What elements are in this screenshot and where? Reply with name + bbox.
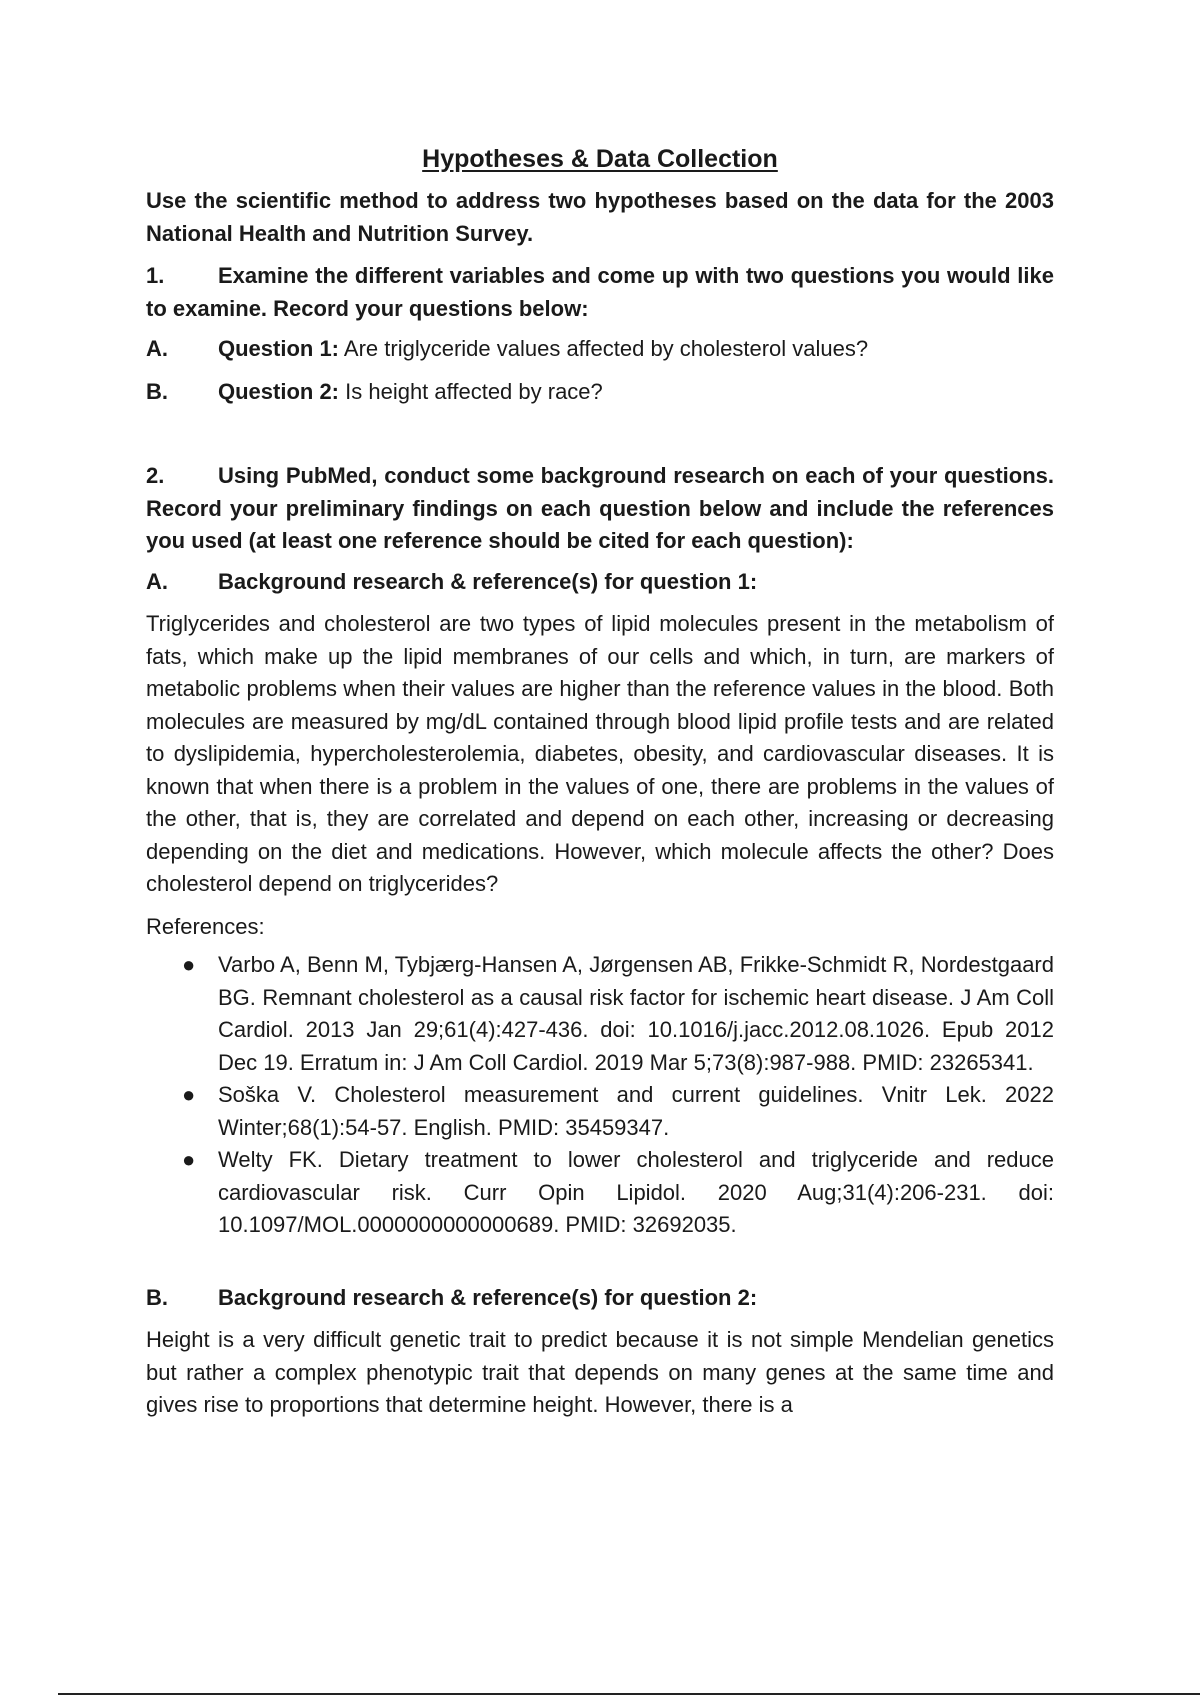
spacer — [146, 418, 1054, 460]
references-label: References: — [146, 913, 265, 939]
step-1-instruction: Examine the different variables and come up with two questions you would like to examine. Record your questions below: — [146, 263, 1054, 321]
question-2-text: Is height affected by race? — [339, 378, 603, 404]
bullet-icon: ● — [182, 1082, 196, 1107]
section-a-body: Triglycerides and cholesterol are two types of lipid molecules present in the metabolism of fats, which make up the lipid membranes of our cells and which, in turn, are markers of metabolic problems when their values are higher than the reference values in the blood. Both molecules are measured by mg/dL contained through blood lipid profile tests and are related to dyslipidemia, hypercholesterolemia, diabetes, obesity, and cardiovascular diseases. It is known that when there is a problem in the values of one, there are problems in the values of the other, that is, they are correlated and depend on each other, increasing or decreasing depending on the diet and medications. However, which molecule affects the other? Does cholesterol depend on triglycerides? — [146, 611, 1054, 896]
bullet-icon: ● — [182, 1147, 196, 1172]
section-b-heading-row — [146, 1282, 1054, 1315]
question-1-letter: A. — [146, 336, 168, 361]
reference-list — [146, 949, 1054, 1242]
reference-item — [182, 949, 1054, 1079]
intro-text: Use the scientific method to address two hypotheses based on the data for the 2003 National Health and Nutrition Survey. — [146, 188, 1054, 246]
question-2 — [218, 376, 603, 409]
section-a-heading: Background research & reference(s) for question 1: — [218, 568, 758, 594]
section-b-heading: Background research & reference(s) for question 2: — [218, 1284, 758, 1310]
question-1 — [218, 333, 868, 366]
step-1 — [146, 260, 1054, 325]
step-1-number: 1. — [146, 263, 165, 288]
page-bottom-rule — [58, 1693, 1200, 1695]
question-2-letter: B. — [146, 378, 168, 404]
question-2-row — [146, 376, 1054, 409]
section-b-body: Height is a very difficult genetic trait to predict because it is not simple Mendelian genetics but rather a complex phenotypic trait that depends on many genes at the same time and gives rise to proportions that determine height. However, there is a — [146, 1327, 1054, 1417]
question-1-text: Are triglyceride values affected by cholesterol values? — [339, 336, 869, 361]
reference-text: Welty FK. Dietary treatment to lower cholesterol and triglyceride and reduce cardiovascular risk. Curr Opin Lipidol. 2020 Aug;31(4):206-231. doi: 10.1097/MOL.0000000000000689. PMID: 32692035. — [218, 1147, 1054, 1237]
section-a-letter: A. — [146, 568, 168, 594]
step-2 — [146, 460, 1054, 558]
question-2-label: Question 2: — [218, 378, 340, 404]
reference-item — [182, 1144, 1054, 1242]
reference-text: Soška V. Cholesterol measurement and current guidelines. Vnitr Lek. 2022 Winter;68(1):54-57. English. PMID: 35459347. — [218, 1082, 1054, 1140]
step-1-text — [146, 260, 1054, 325]
step-2-number: 2. — [146, 463, 165, 488]
bullet-icon: ● — [182, 952, 196, 977]
question-1-label: Question 1: — [218, 336, 340, 361]
spacer — [146, 1242, 1054, 1282]
question-1-row — [146, 333, 1054, 366]
step-2-text — [146, 460, 1054, 558]
section-a-heading-row — [146, 566, 1054, 599]
reference-item — [182, 1079, 1054, 1144]
step-2-instruction: Using PubMed, conduct some background research on each of your questions. Record your preliminary findings on each question below and include the references you used (at least one reference should be cited for each question): — [146, 463, 1054, 553]
document-page — [146, 143, 1054, 1432]
page-title: Hypotheses & Data Collection — [422, 145, 778, 173]
section-b-letter: B. — [146, 1284, 168, 1310]
reference-text: Varbo A, Benn M, Tybjærg-Hansen A, Jørgensen AB, Frikke-Schmidt R, Nordestgaard BG. Remnant cholesterol as a causal risk factor for ischemic heart disease. J Am Coll Cardiol. 2013 Jan 29;61(4):427-436. doi: 10.1016/j.jacc.2012.08.1026. Epub 2012 Dec 19. Erratum in: J Am Coll Cardiol. 2019 Mar 5;73(8):987-988. PMID: 23265341. — [218, 952, 1054, 1075]
